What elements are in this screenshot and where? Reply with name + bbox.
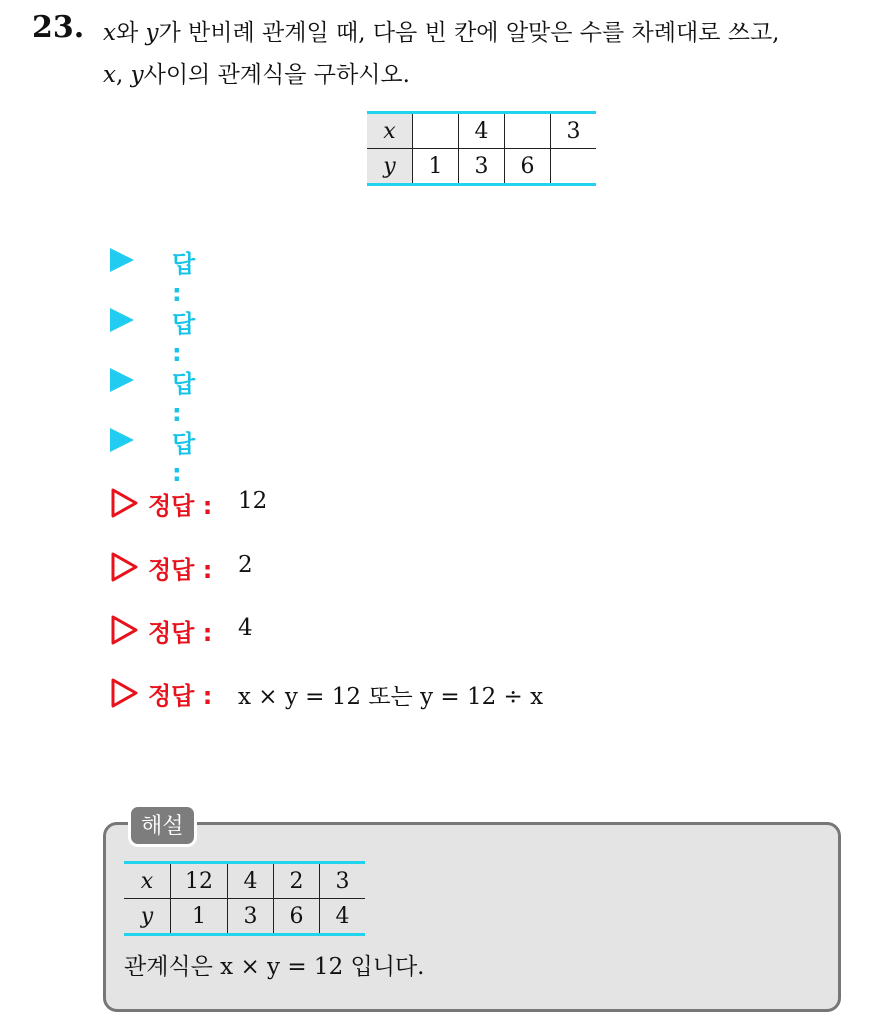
triangle-bullet-icon bbox=[110, 368, 134, 392]
row-label: x bbox=[124, 864, 171, 899]
table-cell: 3 bbox=[228, 899, 274, 934]
table-cell: 6 bbox=[505, 149, 551, 184]
triangle-outline-icon bbox=[110, 551, 140, 583]
table-cell: 1 bbox=[413, 149, 459, 184]
question-text: 가 반비례 관계일 때, 다음 빈 칸에 알맞은 수를 차례대로 쓰고, bbox=[158, 20, 780, 46]
table-cell bbox=[413, 114, 459, 149]
problem-table bbox=[367, 111, 596, 186]
table-cell: 4 bbox=[320, 899, 366, 934]
table-cell: 3 bbox=[551, 114, 597, 149]
correct-value: 4 bbox=[238, 615, 253, 641]
row-label: y bbox=[140, 903, 154, 929]
answer-blank-4[interactable] bbox=[110, 420, 196, 487]
correct-label: 정답 : bbox=[148, 492, 213, 520]
row-label: x bbox=[367, 114, 413, 149]
answer-label: 답 : bbox=[172, 430, 196, 487]
table-cell: 4 bbox=[459, 114, 505, 149]
table-row bbox=[367, 114, 596, 149]
table-cell bbox=[551, 149, 597, 184]
answer-blank-2[interactable] bbox=[110, 300, 196, 367]
question-text: 사이의 관계식을 구하시오. bbox=[143, 62, 410, 88]
var-y: y bbox=[145, 20, 159, 46]
table-cell: 6 bbox=[274, 899, 320, 934]
triangle-outline-icon bbox=[110, 487, 140, 519]
table-cell: 3 bbox=[320, 864, 366, 899]
correct-value: 12 bbox=[238, 488, 268, 514]
explanation-table bbox=[124, 861, 365, 936]
table-cell: 2 bbox=[274, 864, 320, 899]
table-row bbox=[124, 864, 365, 899]
triangle-outline-icon bbox=[110, 614, 140, 646]
table-cell bbox=[505, 114, 551, 149]
correct-value: x × y = 12 또는 y = 12 ÷ x bbox=[238, 684, 544, 710]
answer-label: 답 : bbox=[172, 370, 196, 427]
table-row bbox=[124, 899, 365, 934]
question-text: , bbox=[115, 62, 131, 88]
var-x: x bbox=[103, 20, 116, 46]
table-cell: 4 bbox=[228, 864, 274, 899]
question-line-1 bbox=[103, 14, 779, 47]
triangle-bullet-icon bbox=[110, 308, 134, 332]
answer-blank-3[interactable] bbox=[110, 360, 196, 427]
explanation-text: 관계식은 x × y = 12 입니다. bbox=[124, 954, 425, 980]
table-row bbox=[367, 149, 596, 184]
table-cell: 1 bbox=[171, 899, 228, 934]
answer-label: 답 : bbox=[172, 310, 196, 367]
question-text: 와 bbox=[115, 20, 146, 46]
answer-blank-1[interactable] bbox=[110, 240, 196, 307]
correct-value: 2 bbox=[238, 552, 253, 578]
triangle-bullet-icon bbox=[110, 248, 134, 272]
correct-label: 정답 : bbox=[148, 682, 213, 710]
correct-label: 정답 : bbox=[148, 619, 213, 647]
correct-label: 정답 : bbox=[148, 556, 213, 584]
var-x: x bbox=[103, 62, 116, 88]
explanation-tag: 해설 bbox=[128, 804, 197, 847]
triangle-bullet-icon bbox=[110, 428, 134, 452]
table-cell: 12 bbox=[171, 864, 228, 899]
answer-label: 답 : bbox=[172, 250, 196, 307]
question-line-2 bbox=[103, 56, 410, 89]
question-number: 23. bbox=[32, 10, 85, 45]
var-y: y bbox=[130, 62, 144, 88]
table-cell: 3 bbox=[459, 149, 505, 184]
triangle-outline-icon bbox=[110, 677, 140, 709]
row-label: y bbox=[367, 149, 413, 184]
